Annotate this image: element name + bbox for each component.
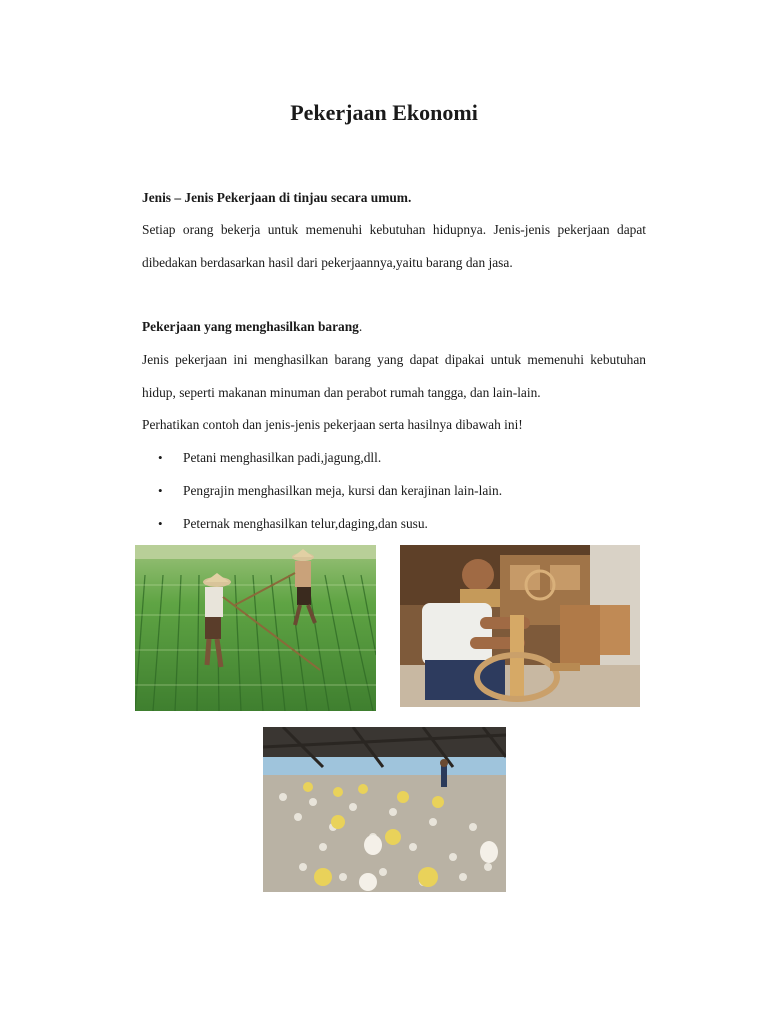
bullet-icon: • — [158, 516, 163, 531]
paragraph-line: hidup, seperti makanan minuman dan perabot rumah tangga, dan lain-lain. — [142, 385, 541, 400]
heading-text: Pekerjaan yang menghasilkan barang — [142, 319, 359, 334]
intro-line: Perhatikan contoh dan jenis-jenis pekerjaan serta hasilnya dibawah ini! — [142, 417, 523, 432]
section-heading-barang — [142, 318, 646, 336]
woodworking-craftsman-photo — [400, 545, 640, 707]
list-item — [158, 449, 638, 467]
section-heading-jenis: Jenis – Jenis Pekerjaan di tinjau secara umum. — [142, 190, 412, 205]
poultry-farm-photo — [263, 727, 506, 892]
list-item-text: Petani menghasilkan padi,jagung,dll. — [183, 450, 382, 465]
heading-suffix: . — [358, 319, 363, 334]
paragraph-line: Setiap orang bekerja untuk memenuhi kebutuhan hidupnya. Jenis-jenis pekerjaan dapat — [142, 222, 646, 237]
page-title: Pekerjaan Ekonomi — [290, 100, 478, 125]
paragraph-line: Jenis pekerjaan ini menghasilkan barang yang dapat dipakai untuk memenuhi kebutuhan — [142, 352, 646, 367]
list-item — [158, 515, 638, 533]
list-item — [158, 482, 638, 500]
bullet-icon: • — [158, 450, 163, 465]
bullet-icon: • — [158, 483, 163, 498]
list-item-text: Pengrajin menghasilkan meja, kursi dan kerajinan lain-lain. — [183, 483, 503, 498]
paragraph-line: dibedakan berdasarkan hasil dari pekerjaannya,yaitu barang dan jasa. — [142, 255, 513, 270]
rice-field-farmers-photo — [135, 545, 376, 711]
list-item-text: Peternak menghasilkan telur,daging,dan susu. — [183, 516, 428, 531]
